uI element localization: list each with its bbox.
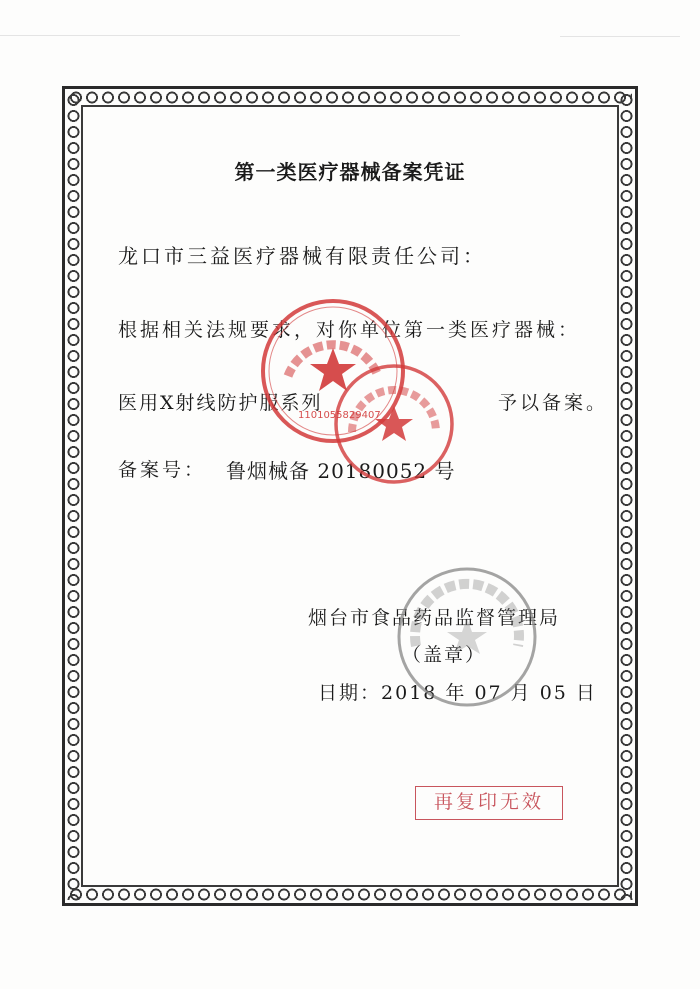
border-ornament-left <box>67 92 80 900</box>
body-text: 根据相关法规要求，对你单位第一类医疗器械： <box>118 319 581 341</box>
registration-number: 鲁烟械备 20180052 号 <box>226 459 456 483</box>
border-ornament-right <box>620 92 633 900</box>
product-tail-text: 予以备案。 <box>498 392 609 414</box>
scan-artifact-line <box>0 35 460 36</box>
product-name: 医用X射线防护服系列 <box>118 392 323 414</box>
date-value: 2018 年 07 月 05 日 <box>381 682 597 704</box>
seal-note: （盖章） <box>402 644 487 666</box>
authority-seal <box>392 562 542 712</box>
border-ornament-bottom <box>68 888 632 901</box>
certificate-title: 第一类医疗器械备案凭证 <box>234 160 466 184</box>
border-ornament-top <box>68 91 632 104</box>
seal-number: 1101055829407 <box>298 410 381 421</box>
void-if-copied-stamp: 再复印无效 <box>415 786 563 820</box>
scan-artifact-line <box>560 36 680 37</box>
red-company-seal-secondary <box>330 360 458 488</box>
ornamental-border <box>62 86 638 906</box>
registration-label: 备案号： <box>118 459 207 481</box>
border-inner-frame <box>81 105 619 887</box>
date-label: 日期： <box>318 682 382 704</box>
issuing-authority: 烟台市食品药品监督管理局 <box>308 607 561 629</box>
addressee: 龙口市三益医疗器械有限责任公司： <box>118 244 486 268</box>
